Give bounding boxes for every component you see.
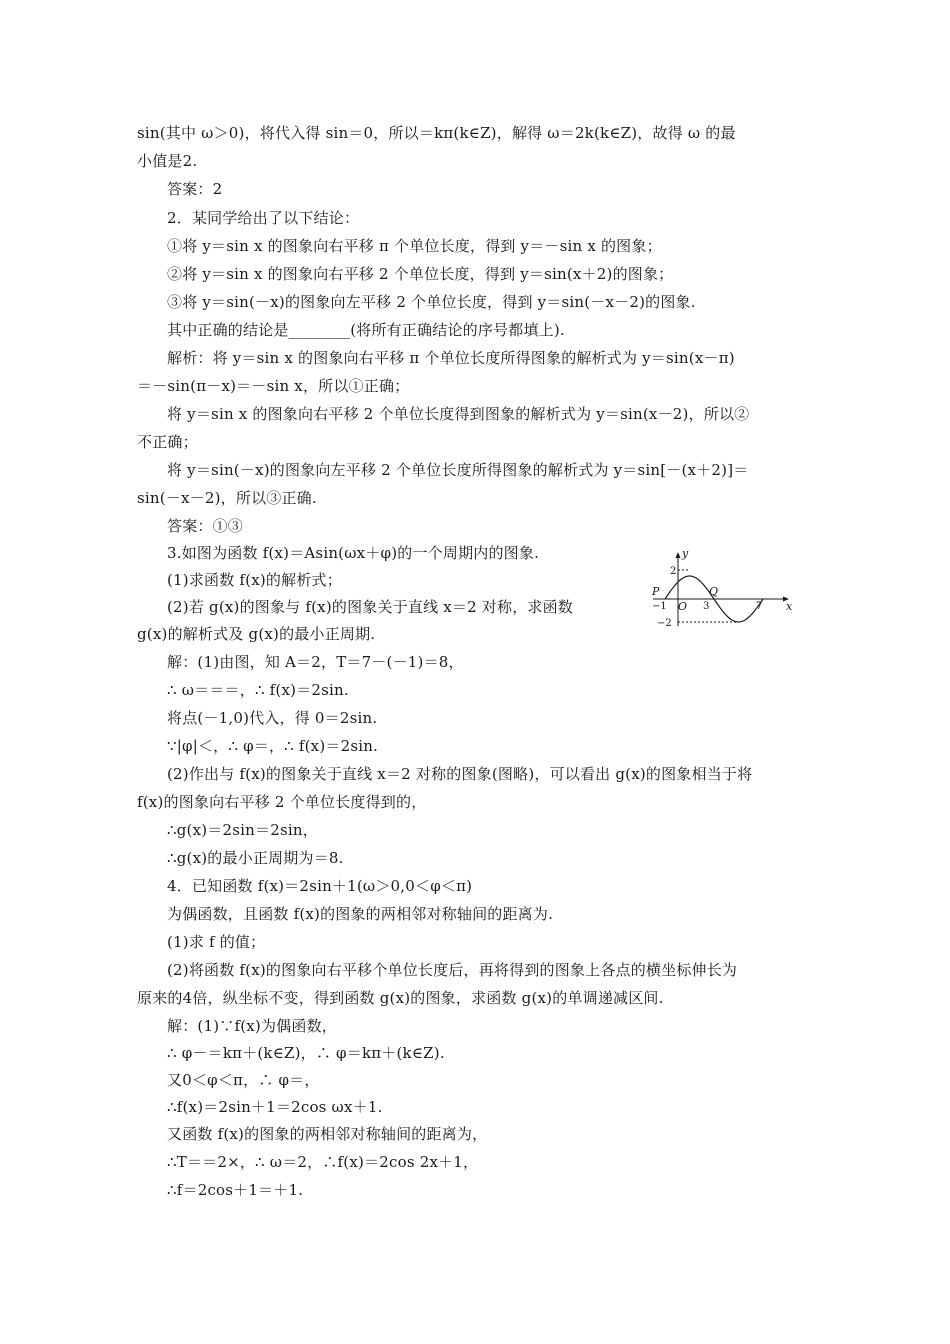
text-line: 为偶函数，且函数 f(x)的图象的两相邻对称轴间的距离为. [167, 905, 554, 923]
question-title: 3.如图为函数 f(x)＝Asin(ωx＋φ)的一个周期内的图象. [167, 544, 540, 562]
question-title: 2．某同学给出了以下结论： [167, 209, 360, 227]
tick-min-label: −2 [657, 618, 672, 628]
question-title: 4．已知函数 f(x)＝2sin＋1(ω＞0,0＜φ＜π) [167, 877, 473, 895]
text-line: ∴ φ－＝kπ＋(k∈Z)，∴ φ＝kπ＋(k∈Z). [167, 1044, 445, 1062]
text-line: ∴g(x)的最小正周期为＝8. [167, 849, 344, 867]
text-line: f(x)的图象向右平移 2 个单位长度得到的， [137, 793, 427, 811]
text-line: 解：(1)由图，知 A＝2，T＝7－(－1)＝8， [167, 653, 464, 671]
x-axis-label: x [786, 600, 793, 613]
sine-graph-figure [645, 546, 795, 628]
text-line: 解：(1)∵f(x)为偶函数， [167, 1017, 337, 1035]
text-line: 将点(－1,0)代入，得 0＝2sin. [167, 709, 378, 727]
text-line: (2)将函数 f(x)的图象向右平移个单位长度后，再将得到的图象上各点的横坐标伸长为 [167, 961, 738, 979]
text-line: ∴g(x)＝2sin＝2sin， [167, 821, 318, 839]
text-line: ②将 y＝sin x 的图象向右平移 2 个单位长度，得到 y＝sin(x＋2)的图象； [167, 265, 674, 283]
text-line: 小值是2. [137, 152, 198, 170]
text-line: sin(其中 ω＞0)，将代入得 sin＝0，所以＝kπ(k∈Z)，解得 ω＝2k(k∈Z)，故得 ω 的最 [137, 124, 736, 142]
text-line: 又函数 f(x)的图象的两相邻对称轴间的距离为， [167, 1125, 488, 1143]
y-axis-label: y [682, 547, 689, 560]
text-line: ∴f＝2cos＋1＝＋1. [167, 1181, 304, 1199]
tick-neg1-label: −1 [652, 601, 667, 612]
text-line: 将 y＝sin(－x)的图象向左平移 2 个单位长度所得图象的解析式为 y＝sin[－(x＋2)]＝ [167, 461, 749, 479]
answer-line: 答案：2 [167, 180, 223, 198]
text-line: (1)求函数 f(x)的解析式； [167, 571, 342, 589]
text-line: (1)求 f 的值； [167, 933, 266, 951]
point-q-label: Q [709, 585, 719, 598]
text-line: 解析：将 y＝sin x 的图象向右平移 π 个单位长度所得图象的解析式为 y＝sin(x－π) [167, 349, 735, 367]
tick-7-label: 7 [756, 601, 763, 612]
answer-line: 答案：①③ [167, 517, 244, 535]
text-line: (2)作出与 f(x)的图象关于直线 x＝2 对称的图象(图略)，可以看出 g(x)的图象相当于将 [167, 765, 753, 783]
text-line: ∴ ω＝＝＝，∴ f(x)＝2sin. [167, 681, 349, 699]
text-line: 将 y＝sin x 的图象向右平移 2 个单位长度得到图象的解析式为 y＝sin(x－2)，所以② [167, 405, 750, 423]
text-line: 原来的4倍，纵坐标不变，得到函数 g(x)的图象，求函数 g(x)的单调递减区间. [137, 989, 664, 1007]
y-axis-arrow [676, 552, 681, 558]
text-line: g(x)的解析式及 g(x)的最小正周期. [137, 625, 376, 643]
text-line: ①将 y＝sin x 的图象向右平移 π 个单位长度，得到 y＝－sin x 的图象； [167, 237, 662, 255]
text-line: 其中正确的结论是________(将所有正确结论的序号都填上). [167, 321, 565, 339]
point-p-label: P [652, 585, 660, 598]
text-line: ＝－sin(π－x)＝－sin x，所以①正确； [137, 377, 410, 395]
text-line: ∴T＝＝2×，∴ ω＝2，∴f(x)＝2cos 2x＋1， [167, 1153, 479, 1171]
text-line: ③将 y＝sin(－x)的图象向左平移 2 个单位长度，得到 y＝sin(－x－2)的图象. [167, 293, 696, 311]
text-line: ∴f(x)＝2sin＋1＝2cos ωx＋1. [167, 1098, 383, 1116]
text-line: sin(－x－2)，所以③正确. [137, 489, 317, 507]
tick-max-label: 2 [670, 566, 677, 577]
text-line: 又0＜φ＜π，∴ φ＝， [167, 1071, 320, 1089]
tick-3-label: 3 [703, 601, 710, 612]
text-line: 不正确； [137, 433, 198, 451]
origin-label: O [678, 600, 688, 613]
text-line: ∵|φ|＜，∴ φ＝，∴ f(x)＝2sin. [167, 737, 379, 755]
text-line: (2)若 g(x)的图象与 f(x)的图象关于直线 x＝2 对称，求函数 [167, 598, 574, 616]
